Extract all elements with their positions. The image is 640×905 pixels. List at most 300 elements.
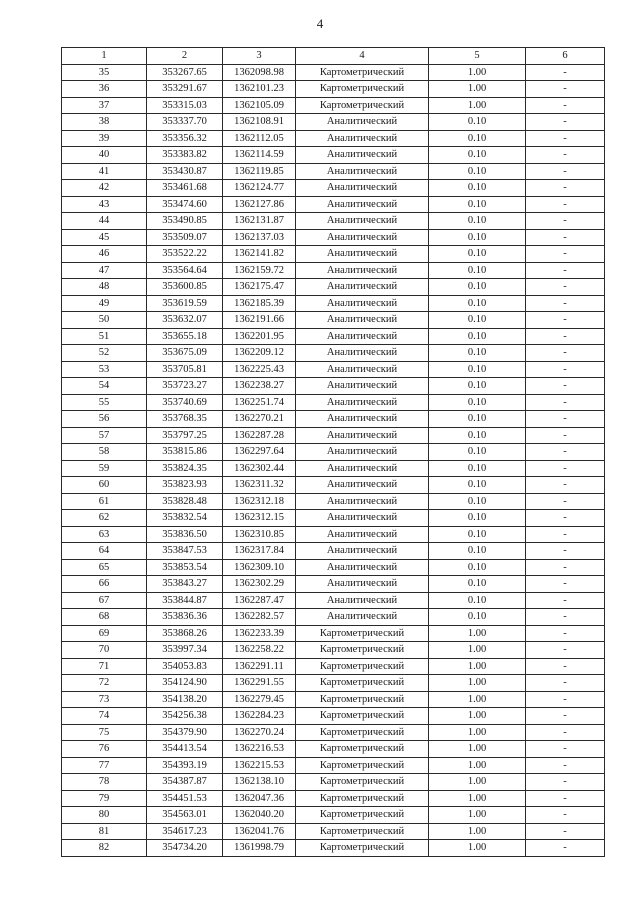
method-cell: Картометрический xyxy=(296,81,429,98)
y-coordinate-cell: 1362137.03 xyxy=(223,229,296,246)
method-cell: Картометрический xyxy=(296,97,429,114)
y-coordinate-cell: 1362270.24 xyxy=(223,724,296,741)
table-row xyxy=(62,741,605,758)
method-cell: Аналитический xyxy=(296,262,429,279)
y-coordinate-cell: 1362215.53 xyxy=(223,757,296,774)
accuracy-cell: 0.10 xyxy=(429,130,526,147)
point-number-cell: 68 xyxy=(62,609,147,626)
table-row xyxy=(62,493,605,510)
x-coordinate-cell: 353828.48 xyxy=(147,493,223,510)
point-number-cell: 80 xyxy=(62,807,147,824)
table-row xyxy=(62,81,605,98)
note-cell: - xyxy=(526,493,605,510)
point-number-cell: 81 xyxy=(62,823,147,840)
y-coordinate-cell: 1362119.85 xyxy=(223,163,296,180)
y-coordinate-cell: 1362312.15 xyxy=(223,510,296,527)
accuracy-cell: 0.10 xyxy=(429,147,526,164)
table-row xyxy=(62,724,605,741)
x-coordinate-cell: 354451.53 xyxy=(147,790,223,807)
note-cell: - xyxy=(526,774,605,791)
table-row xyxy=(62,510,605,527)
y-coordinate-cell: 1362297.64 xyxy=(223,444,296,461)
y-coordinate-cell: 1362040.20 xyxy=(223,807,296,824)
y-coordinate-cell: 1362302.29 xyxy=(223,576,296,593)
x-coordinate-cell: 353430.87 xyxy=(147,163,223,180)
method-cell: Аналитический xyxy=(296,477,429,494)
note-cell: - xyxy=(526,807,605,824)
table-row xyxy=(62,477,605,494)
method-cell: Картометрический xyxy=(296,790,429,807)
note-cell: - xyxy=(526,642,605,659)
x-coordinate-cell: 353705.81 xyxy=(147,361,223,378)
accuracy-cell: 1.00 xyxy=(429,840,526,857)
y-coordinate-cell: 1362124.77 xyxy=(223,180,296,197)
method-cell: Аналитический xyxy=(296,444,429,461)
column-header: 6 xyxy=(526,48,605,65)
point-number-cell: 53 xyxy=(62,361,147,378)
method-cell: Аналитический xyxy=(296,180,429,197)
table-row xyxy=(62,114,605,131)
accuracy-cell: 0.10 xyxy=(429,444,526,461)
note-cell: - xyxy=(526,592,605,609)
accuracy-cell: 0.10 xyxy=(429,163,526,180)
y-coordinate-cell: 1362302.44 xyxy=(223,460,296,477)
method-cell: Аналитический xyxy=(296,493,429,510)
point-number-cell: 36 xyxy=(62,81,147,98)
y-coordinate-cell: 1362270.21 xyxy=(223,411,296,428)
x-coordinate-cell: 353632.07 xyxy=(147,312,223,329)
point-number-cell: 72 xyxy=(62,675,147,692)
table-row xyxy=(62,675,605,692)
point-number-cell: 69 xyxy=(62,625,147,642)
accuracy-cell: 1.00 xyxy=(429,97,526,114)
point-number-cell: 64 xyxy=(62,543,147,560)
table-body xyxy=(62,64,605,856)
point-number-cell: 54 xyxy=(62,378,147,395)
point-number-cell: 40 xyxy=(62,147,147,164)
accuracy-cell: 0.10 xyxy=(429,345,526,362)
x-coordinate-cell: 353847.53 xyxy=(147,543,223,560)
table-row xyxy=(62,130,605,147)
x-coordinate-cell: 353522.22 xyxy=(147,246,223,263)
table-row xyxy=(62,246,605,263)
method-cell: Аналитический xyxy=(296,526,429,543)
note-cell: - xyxy=(526,345,605,362)
accuracy-cell: 1.00 xyxy=(429,724,526,741)
note-cell: - xyxy=(526,477,605,494)
note-cell: - xyxy=(526,427,605,444)
method-cell: Картометрический xyxy=(296,741,429,758)
note-cell: - xyxy=(526,691,605,708)
table-row xyxy=(62,411,605,428)
x-coordinate-cell: 354379.90 xyxy=(147,724,223,741)
note-cell: - xyxy=(526,312,605,329)
table-row xyxy=(62,147,605,164)
note-cell: - xyxy=(526,790,605,807)
accuracy-cell: 0.10 xyxy=(429,394,526,411)
note-cell: - xyxy=(526,180,605,197)
page-number: 4 xyxy=(316,16,324,31)
accuracy-cell: 0.10 xyxy=(429,378,526,395)
column-header: 2 xyxy=(147,48,223,65)
note-cell: - xyxy=(526,543,605,560)
note-cell: - xyxy=(526,262,605,279)
note-cell: - xyxy=(526,279,605,296)
x-coordinate-cell: 353315.03 xyxy=(147,97,223,114)
method-cell: Аналитический xyxy=(296,460,429,477)
x-coordinate-cell: 353267.65 xyxy=(147,64,223,81)
note-cell: - xyxy=(526,229,605,246)
y-coordinate-cell: 1362138.10 xyxy=(223,774,296,791)
note-cell: - xyxy=(526,658,605,675)
table-row xyxy=(62,642,605,659)
table-row xyxy=(62,196,605,213)
point-number-cell: 73 xyxy=(62,691,147,708)
x-coordinate-cell: 353797.25 xyxy=(147,427,223,444)
table-row xyxy=(62,543,605,560)
x-coordinate-cell: 353836.36 xyxy=(147,609,223,626)
accuracy-cell: 0.10 xyxy=(429,460,526,477)
method-cell: Аналитический xyxy=(296,246,429,263)
table-row xyxy=(62,708,605,725)
method-cell: Картометрический xyxy=(296,675,429,692)
point-number-cell: 66 xyxy=(62,576,147,593)
method-cell: Аналитический xyxy=(296,394,429,411)
accuracy-cell: 0.10 xyxy=(429,493,526,510)
method-cell: Аналитический xyxy=(296,213,429,230)
accuracy-cell: 1.00 xyxy=(429,741,526,758)
y-coordinate-cell: 1362201.95 xyxy=(223,328,296,345)
note-cell: - xyxy=(526,823,605,840)
x-coordinate-cell: 353844.87 xyxy=(147,592,223,609)
x-coordinate-cell: 354138.20 xyxy=(147,691,223,708)
note-cell: - xyxy=(526,81,605,98)
table-row xyxy=(62,757,605,774)
accuracy-cell: 0.10 xyxy=(429,477,526,494)
y-coordinate-cell: 1362101.23 xyxy=(223,81,296,98)
point-number-cell: 46 xyxy=(62,246,147,263)
accuracy-cell: 0.10 xyxy=(429,543,526,560)
column-header: 4 xyxy=(296,48,429,65)
y-coordinate-cell: 1362311.32 xyxy=(223,477,296,494)
accuracy-cell: 0.10 xyxy=(429,295,526,312)
accuracy-cell: 0.10 xyxy=(429,262,526,279)
x-coordinate-cell: 353675.09 xyxy=(147,345,223,362)
accuracy-cell: 1.00 xyxy=(429,691,526,708)
method-cell: Картометрический xyxy=(296,823,429,840)
table-row xyxy=(62,394,605,411)
y-coordinate-cell: 1362047.36 xyxy=(223,790,296,807)
accuracy-cell: 1.00 xyxy=(429,807,526,824)
point-number-cell: 50 xyxy=(62,312,147,329)
method-cell: Аналитический xyxy=(296,411,429,428)
y-coordinate-cell: 1362098.98 xyxy=(223,64,296,81)
x-coordinate-cell: 354393.19 xyxy=(147,757,223,774)
x-coordinate-cell: 353823.93 xyxy=(147,477,223,494)
point-number-cell: 82 xyxy=(62,840,147,857)
point-number-cell: 60 xyxy=(62,477,147,494)
table-row xyxy=(62,64,605,81)
accuracy-cell: 0.10 xyxy=(429,559,526,576)
table-row xyxy=(62,625,605,642)
method-cell: Аналитический xyxy=(296,130,429,147)
point-number-cell: 47 xyxy=(62,262,147,279)
x-coordinate-cell: 354413.54 xyxy=(147,741,223,758)
column-header: 1 xyxy=(62,48,147,65)
note-cell: - xyxy=(526,114,605,131)
y-coordinate-cell: 1362216.53 xyxy=(223,741,296,758)
accuracy-cell: 1.00 xyxy=(429,642,526,659)
note-cell: - xyxy=(526,97,605,114)
note-cell: - xyxy=(526,625,605,642)
y-coordinate-cell: 1362159.72 xyxy=(223,262,296,279)
accuracy-cell: 0.10 xyxy=(429,592,526,609)
table-row xyxy=(62,526,605,543)
x-coordinate-cell: 353509.07 xyxy=(147,229,223,246)
y-coordinate-cell: 1362185.39 xyxy=(223,295,296,312)
accuracy-cell: 0.10 xyxy=(429,279,526,296)
note-cell: - xyxy=(526,741,605,758)
point-number-cell: 70 xyxy=(62,642,147,659)
point-number-cell: 39 xyxy=(62,130,147,147)
point-number-cell: 65 xyxy=(62,559,147,576)
accuracy-cell: 0.10 xyxy=(429,510,526,527)
table-row xyxy=(62,559,605,576)
accuracy-cell: 0.10 xyxy=(429,114,526,131)
table-row xyxy=(62,609,605,626)
x-coordinate-cell: 353356.32 xyxy=(147,130,223,147)
y-coordinate-cell: 1362258.22 xyxy=(223,642,296,659)
accuracy-cell: 1.00 xyxy=(429,708,526,725)
x-coordinate-cell: 354734.20 xyxy=(147,840,223,857)
y-coordinate-cell: 1362287.28 xyxy=(223,427,296,444)
x-coordinate-cell: 353997.34 xyxy=(147,642,223,659)
table-row xyxy=(62,361,605,378)
x-coordinate-cell: 353383.82 xyxy=(147,147,223,164)
table-row xyxy=(62,378,605,395)
accuracy-cell: 0.10 xyxy=(429,526,526,543)
table-header-row xyxy=(62,48,605,65)
point-number-cell: 63 xyxy=(62,526,147,543)
accuracy-cell: 0.10 xyxy=(429,609,526,626)
y-coordinate-cell: 1362141.82 xyxy=(223,246,296,263)
note-cell: - xyxy=(526,147,605,164)
note-cell: - xyxy=(526,196,605,213)
y-coordinate-cell: 1362312.18 xyxy=(223,493,296,510)
y-coordinate-cell: 1362191.66 xyxy=(223,312,296,329)
note-cell: - xyxy=(526,576,605,593)
method-cell: Аналитический xyxy=(296,229,429,246)
note-cell: - xyxy=(526,295,605,312)
column-header: 3 xyxy=(223,48,296,65)
table-row xyxy=(62,807,605,824)
table-row xyxy=(62,97,605,114)
note-cell: - xyxy=(526,130,605,147)
table-row xyxy=(62,592,605,609)
y-coordinate-cell: 1362209.12 xyxy=(223,345,296,362)
x-coordinate-cell: 354256.38 xyxy=(147,708,223,725)
method-cell: Картометрический xyxy=(296,840,429,857)
method-cell: Аналитический xyxy=(296,279,429,296)
y-coordinate-cell: 1362251.74 xyxy=(223,394,296,411)
point-number-cell: 42 xyxy=(62,180,147,197)
x-coordinate-cell: 353600.85 xyxy=(147,279,223,296)
table-row xyxy=(62,427,605,444)
note-cell: - xyxy=(526,510,605,527)
method-cell: Аналитический xyxy=(296,592,429,609)
point-number-cell: 44 xyxy=(62,213,147,230)
table-row xyxy=(62,345,605,362)
point-number-cell: 55 xyxy=(62,394,147,411)
method-cell: Картометрический xyxy=(296,64,429,81)
method-cell: Картометрический xyxy=(296,774,429,791)
table-row xyxy=(62,312,605,329)
y-coordinate-cell: 1362131.87 xyxy=(223,213,296,230)
accuracy-cell: 0.10 xyxy=(429,427,526,444)
x-coordinate-cell: 353619.59 xyxy=(147,295,223,312)
method-cell: Картометрический xyxy=(296,642,429,659)
table-row xyxy=(62,823,605,840)
y-coordinate-cell: 1362284.23 xyxy=(223,708,296,725)
y-coordinate-cell: 1362108.91 xyxy=(223,114,296,131)
x-coordinate-cell: 353291.67 xyxy=(147,81,223,98)
y-coordinate-cell: 1362175.47 xyxy=(223,279,296,296)
method-cell: Аналитический xyxy=(296,576,429,593)
method-cell: Аналитический xyxy=(296,312,429,329)
point-number-cell: 71 xyxy=(62,658,147,675)
point-number-cell: 41 xyxy=(62,163,147,180)
accuracy-cell: 1.00 xyxy=(429,790,526,807)
point-number-cell: 79 xyxy=(62,790,147,807)
note-cell: - xyxy=(526,361,605,378)
x-coordinate-cell: 354124.90 xyxy=(147,675,223,692)
y-coordinate-cell: 1362112.05 xyxy=(223,130,296,147)
method-cell: Аналитический xyxy=(296,328,429,345)
y-coordinate-cell: 1362310.85 xyxy=(223,526,296,543)
point-number-cell: 77 xyxy=(62,757,147,774)
note-cell: - xyxy=(526,64,605,81)
point-number-cell: 75 xyxy=(62,724,147,741)
table-row xyxy=(62,328,605,345)
point-number-cell: 62 xyxy=(62,510,147,527)
table-row xyxy=(62,279,605,296)
method-cell: Аналитический xyxy=(296,295,429,312)
x-coordinate-cell: 353853.54 xyxy=(147,559,223,576)
method-cell: Картометрический xyxy=(296,708,429,725)
point-number-cell: 61 xyxy=(62,493,147,510)
accuracy-cell: 0.10 xyxy=(429,312,526,329)
y-coordinate-cell: 1362225.43 xyxy=(223,361,296,378)
accuracy-cell: 0.10 xyxy=(429,213,526,230)
method-cell: Картометрический xyxy=(296,625,429,642)
note-cell: - xyxy=(526,378,605,395)
x-coordinate-cell: 353815.86 xyxy=(147,444,223,461)
x-coordinate-cell: 354387.87 xyxy=(147,774,223,791)
x-coordinate-cell: 353337.70 xyxy=(147,114,223,131)
point-number-cell: 37 xyxy=(62,97,147,114)
table-row xyxy=(62,691,605,708)
note-cell: - xyxy=(526,246,605,263)
note-cell: - xyxy=(526,213,605,230)
table-row xyxy=(62,163,605,180)
note-cell: - xyxy=(526,609,605,626)
y-coordinate-cell: 1362041.76 xyxy=(223,823,296,840)
x-coordinate-cell: 353868.26 xyxy=(147,625,223,642)
accuracy-cell: 1.00 xyxy=(429,675,526,692)
point-number-cell: 38 xyxy=(62,114,147,131)
y-coordinate-cell: 1362114.59 xyxy=(223,147,296,164)
coordinates-table xyxy=(61,47,605,857)
accuracy-cell: 1.00 xyxy=(429,64,526,81)
table-row xyxy=(62,295,605,312)
column-header: 5 xyxy=(429,48,526,65)
point-number-cell: 49 xyxy=(62,295,147,312)
accuracy-cell: 1.00 xyxy=(429,625,526,642)
note-cell: - xyxy=(526,328,605,345)
accuracy-cell: 0.10 xyxy=(429,576,526,593)
accuracy-cell: 1.00 xyxy=(429,757,526,774)
note-cell: - xyxy=(526,460,605,477)
table-row xyxy=(62,576,605,593)
point-number-cell: 58 xyxy=(62,444,147,461)
x-coordinate-cell: 353490.85 xyxy=(147,213,223,230)
method-cell: Аналитический xyxy=(296,163,429,180)
accuracy-cell: 1.00 xyxy=(429,823,526,840)
accuracy-cell: 0.10 xyxy=(429,229,526,246)
point-number-cell: 52 xyxy=(62,345,147,362)
y-coordinate-cell: 1362238.27 xyxy=(223,378,296,395)
x-coordinate-cell: 353832.54 xyxy=(147,510,223,527)
note-cell: - xyxy=(526,840,605,857)
accuracy-cell: 1.00 xyxy=(429,774,526,791)
method-cell: Картометрический xyxy=(296,757,429,774)
table-row xyxy=(62,460,605,477)
note-cell: - xyxy=(526,526,605,543)
point-number-cell: 78 xyxy=(62,774,147,791)
table-row xyxy=(62,774,605,791)
table-row xyxy=(62,840,605,857)
y-coordinate-cell: 1362279.45 xyxy=(223,691,296,708)
accuracy-cell: 0.10 xyxy=(429,246,526,263)
table-row xyxy=(62,790,605,807)
x-coordinate-cell: 353843.27 xyxy=(147,576,223,593)
point-number-cell: 45 xyxy=(62,229,147,246)
x-coordinate-cell: 353740.69 xyxy=(147,394,223,411)
x-coordinate-cell: 353564.64 xyxy=(147,262,223,279)
method-cell: Картометрический xyxy=(296,658,429,675)
y-coordinate-cell: 1362309.10 xyxy=(223,559,296,576)
note-cell: - xyxy=(526,757,605,774)
table-row xyxy=(62,180,605,197)
y-coordinate-cell: 1361998.79 xyxy=(223,840,296,857)
x-coordinate-cell: 353461.68 xyxy=(147,180,223,197)
method-cell: Аналитический xyxy=(296,361,429,378)
y-coordinate-cell: 1362291.55 xyxy=(223,675,296,692)
method-cell: Аналитический xyxy=(296,543,429,560)
note-cell: - xyxy=(526,411,605,428)
x-coordinate-cell: 354617.23 xyxy=(147,823,223,840)
note-cell: - xyxy=(526,724,605,741)
y-coordinate-cell: 1362105.09 xyxy=(223,97,296,114)
x-coordinate-cell: 353824.35 xyxy=(147,460,223,477)
y-coordinate-cell: 1362233.39 xyxy=(223,625,296,642)
point-number-cell: 74 xyxy=(62,708,147,725)
method-cell: Картометрический xyxy=(296,724,429,741)
point-number-cell: 56 xyxy=(62,411,147,428)
point-number-cell: 67 xyxy=(62,592,147,609)
note-cell: - xyxy=(526,444,605,461)
accuracy-cell: 0.10 xyxy=(429,180,526,197)
